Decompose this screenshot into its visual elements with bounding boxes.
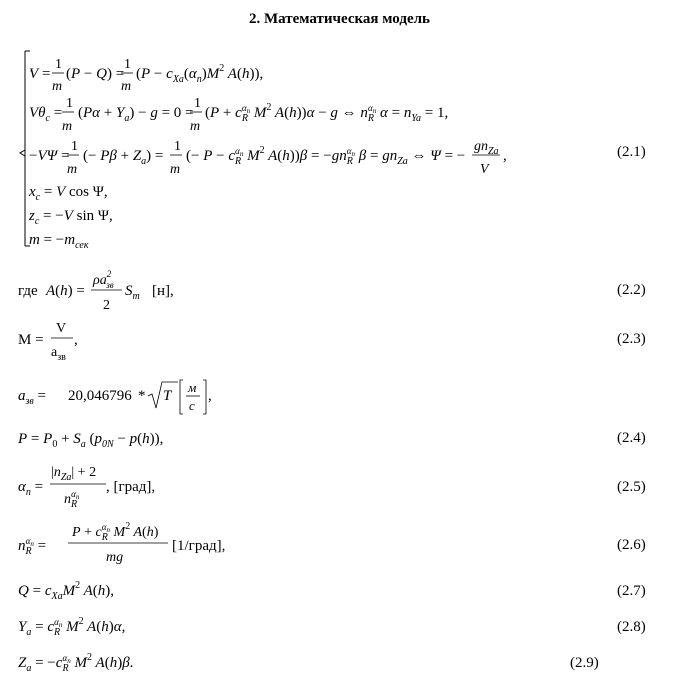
svg-text:−VΨ =: −VΨ = <box>29 148 70 164</box>
eq-number-2-3: (2.3) <box>617 331 646 347</box>
svg-text:ρa2зв: $\rho a^2$ зв <box>93 269 114 290</box>
svg-text:1: 1 <box>194 96 201 111</box>
svg-text:|nZa| + 2: $|n_{Za}| + 2$ <box>51 465 97 483</box>
svg-text:азв: $а_{зв}$ <box>51 345 66 363</box>
equation-2-5 <box>18 465 155 510</box>
svg-text:m: m <box>67 162 78 177</box>
svg-text:nRαn =: $n_R\alpha n$ = <box>18 536 47 557</box>
equation-2-9 <box>18 652 133 674</box>
svg-text:2: 2 <box>103 298 110 313</box>
svg-text:,: , <box>503 148 507 164</box>
svg-text:Sm: $S_m$ <box>125 283 140 302</box>
svg-text:(P + cRαn M2 A(h))α − g ⇔ nR: ($P + c_R\alpha n$ $M^2$ A(h))α − g ⇔ $n_R\alpha n$ $\alpha = n_{Ya} = 1$, <box>205 102 449 124</box>
svg-text:Q = cXaM2 A(h),: $Q = c_{Xa}M^2$ A(h), <box>18 580 114 602</box>
svg-text:M =: M = <box>18 332 44 348</box>
eq-number-2-1: (2.1) <box>617 144 646 160</box>
equation-2-3 <box>18 321 78 363</box>
svg-text:A(h) =: A(h) = <box>46 283 85 299</box>
svg-text:m: m <box>52 79 63 94</box>
svg-text:gnZa: $gn_{Za}$ <box>474 139 499 157</box>
svg-text:m: m <box>170 162 181 177</box>
svg-text:1: 1 <box>124 57 131 72</box>
unit-second: с <box>189 398 195 413</box>
svg-text:(− Pβ + Za) =: (− $P\beta + Z_a$) = <box>83 148 164 167</box>
equation-system-2-1 <box>20 51 507 251</box>
svg-text:mg: mg <box>106 550 124 565</box>
svg-text:(Pα + Ya) − g = 0 =: $(P\alpha + Y_a) - g = 0$ = <box>78 105 194 124</box>
svg-text:αn =: $\alpha_n$ = <box>18 479 44 498</box>
svg-text:(P − Q) =: (P − Q) = <box>66 66 125 82</box>
svg-text:(P − cXa(αn)M2 A(h)),: ($P - c_{Xa}(\alpha_n)M^2$ A(h)), <box>136 63 264 85</box>
svg-text:1: 1 <box>71 139 78 154</box>
svg-text:(− P − cRαn M2 A(h))β = −gnRαn: (− $P - c_R\alpha n$ $M^2$ $A(h))\beta = -gn_R\alpha n$ $\beta = gn_{Za}$ ⇔ Ψ = − <box>186 145 466 167</box>
svg-text:Za = −cRαn M2 A(h)β.: $Z_a = -c_R\alpha n$ $M^2$ A(h)β. <box>18 652 134 674</box>
equation-2-2 <box>18 269 174 313</box>
equation-speed-of-sound <box>18 380 212 414</box>
svg-text:P = P0 + Sa (p0N − p(h)),: $P = P_0 + S_a$ $(p_{0N} - p(h))$, <box>18 431 164 450</box>
svg-text:V̇ =: V = <box>29 66 51 82</box>
eq-number-2-9: (2.9) <box>570 655 599 671</box>
eq-number-2-6: (2.6) <box>617 537 646 553</box>
constant-value: 20,046796 <box>68 388 132 404</box>
eq-number-2-7: (2.7) <box>617 583 646 599</box>
svg-text:zc = −V sin Ψ,: $z_c = -V$ sin Ψ, <box>29 208 113 227</box>
svg-text:*: * <box>138 388 146 404</box>
svg-text:V: V <box>56 321 67 336</box>
equation-2-4 <box>17 431 163 450</box>
eq-number-2-4: (2.4) <box>617 430 646 446</box>
svg-text:m: m <box>190 119 201 134</box>
svg-text:,: , <box>208 388 212 404</box>
equation-2-7 <box>18 580 114 602</box>
unit-degree: , [град], <box>106 479 156 495</box>
svg-text:nRαn: $n_R\alpha n$ <box>64 489 80 510</box>
equation-2-6 <box>18 521 225 565</box>
eq-number-2-2: (2.2) <box>617 282 646 298</box>
unit-meter: м <box>188 380 197 395</box>
svg-text:,: , <box>74 332 78 348</box>
svg-text:1: 1 <box>174 139 181 154</box>
svg-text:Ya = cRαn M2 A(h)α,: $Y_a = c_R\alpha n$ $M^2$ A(h)α, <box>18 616 126 638</box>
svg-text:m: m <box>121 79 132 94</box>
svg-text:m = −mсек: $m = -m_{сек}$ <box>29 232 89 251</box>
svg-text:T: T <box>163 388 172 404</box>
svg-text:P + cRαn M2 A(h): $P + c_R\alpha n$ $M^2$ A(h) <box>72 521 159 543</box>
eq-number-2-8: (2.8) <box>617 619 646 635</box>
eq-number-2-5: (2.5) <box>617 479 646 495</box>
unit-newton: [н], <box>152 283 174 299</box>
svg-text:V: V <box>480 162 489 177</box>
equation-2-8 <box>18 616 125 638</box>
where-label: где <box>18 283 38 299</box>
svg-text:Vθc =: $V\theta_c$ = <box>29 105 63 124</box>
svg-text:1: 1 <box>55 57 62 72</box>
svg-text:aзв =: $a_{зв}$ = <box>18 388 46 407</box>
svg-text:m: m <box>62 119 73 134</box>
svg-text:xc = V cos Ψ,: $x_c = V$ cos Ψ, <box>29 184 108 203</box>
unit-per-degree: [1/град], <box>172 538 226 554</box>
svg-text:1: 1 <box>66 96 73 111</box>
section-heading: 2. Математическая модель <box>249 11 430 27</box>
